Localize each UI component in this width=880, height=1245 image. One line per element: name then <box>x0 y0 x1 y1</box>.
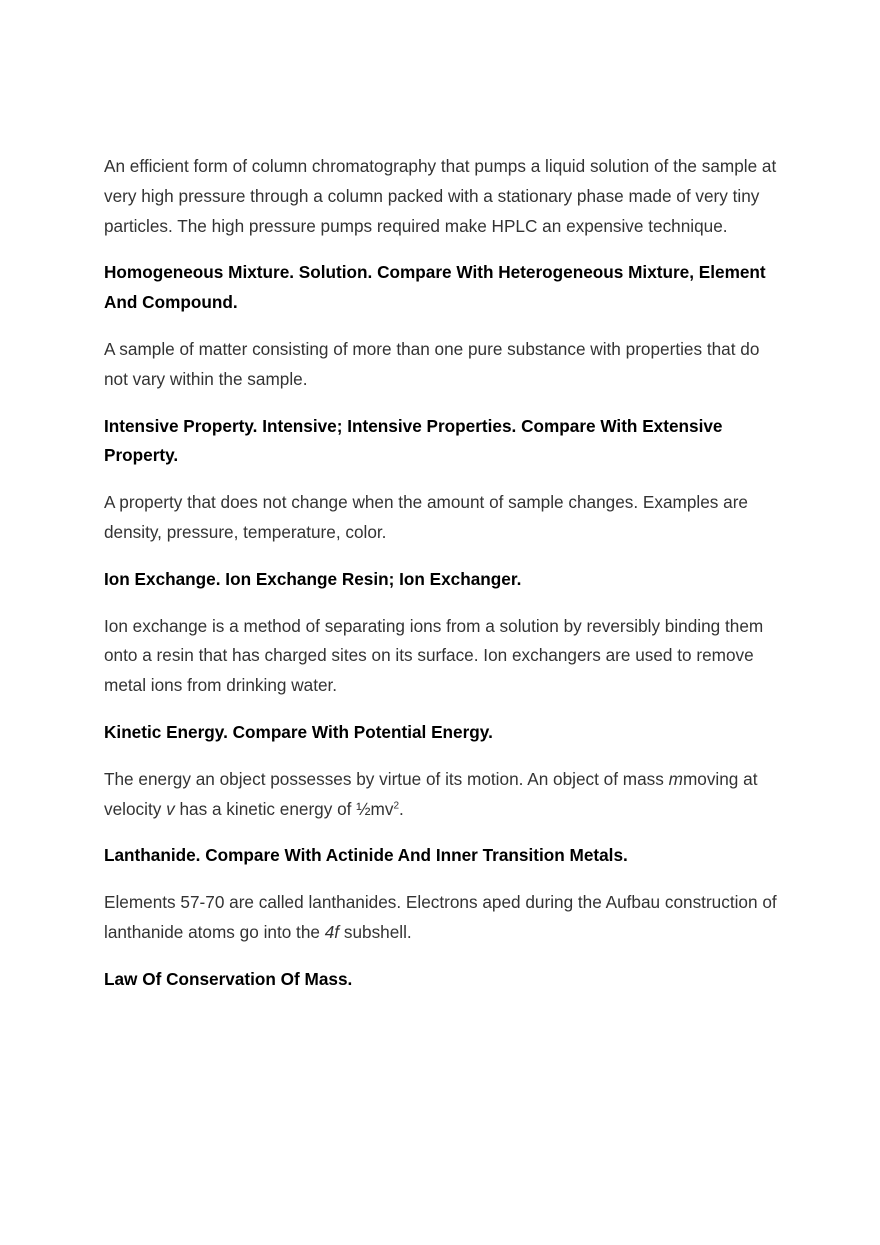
heading-kinetic-energy: Kinetic Energy. Compare With Potential Energy. <box>104 721 493 742</box>
heading-conservation-of-mass: Law Of Conservation Of Mass. <box>104 968 353 989</box>
kinetic-velocity-symbol: v <box>166 798 175 819</box>
kinetic-energy-definition <box>104 765 784 825</box>
document-page <box>104 152 784 1012</box>
lanthanide-text-2: subshell. <box>339 921 412 942</box>
kinetic-text-4: . <box>399 798 404 819</box>
kinetic-text-1: The energy an object possesses by virtue of its motion. An object of mass <box>104 768 669 789</box>
homogeneous-mixture-definition: A sample of matter consisting of more than one pure substance with properties that do not vary within the sample. <box>104 338 760 389</box>
kinetic-text-2: moving at velocity <box>104 768 758 819</box>
intensive-property-definition: A property that does not change when the amount of sample changes. Examples are density, pressure, temperature, color. <box>104 492 748 542</box>
hplc-definition: An efficient form of column chromatography that pumps a liquid solution of the sample at very high pressure through a column packed with a stationary phase made of very tiny particles. The high pressure pumps required make HPLC an expensive technique. <box>104 156 777 236</box>
lanthanide-text-1: Elements 57-70 are called lanthanides. Electrons aped during the Aufbau construction of lanthanide atoms go into the <box>104 892 777 942</box>
heading-ion-exchange: Ion Exchange. Ion Exchange Resin; Ion Exchanger. <box>104 568 522 589</box>
kinetic-text-3: has a kinetic energy of ½mv <box>174 798 394 819</box>
lanthanide-subshell: 4f <box>324 921 340 942</box>
lanthanide-definition <box>104 888 784 948</box>
ion-exchange-definition: Ion exchange is a method of separating ions from a solution by reversibly binding them onto a resin that has charged sites on its surface. Ion exchangers are used to remove metal ions from drinking water. <box>104 615 764 696</box>
heading-lanthanide: Lanthanide. Compare With Actinide And Inner Transition Metals. <box>104 845 628 866</box>
kinetic-mass-symbol: m <box>668 768 683 789</box>
kinetic-exponent: 2 <box>393 799 400 811</box>
heading-homogeneous-mixture: Homogeneous Mixture. Solution. Compare With Heterogeneous Mixture, Element And Compound. <box>104 262 766 313</box>
heading-intensive-property: Intensive Property. Intensive; Intensive Properties. Compare With Extensive Property. <box>104 415 723 466</box>
